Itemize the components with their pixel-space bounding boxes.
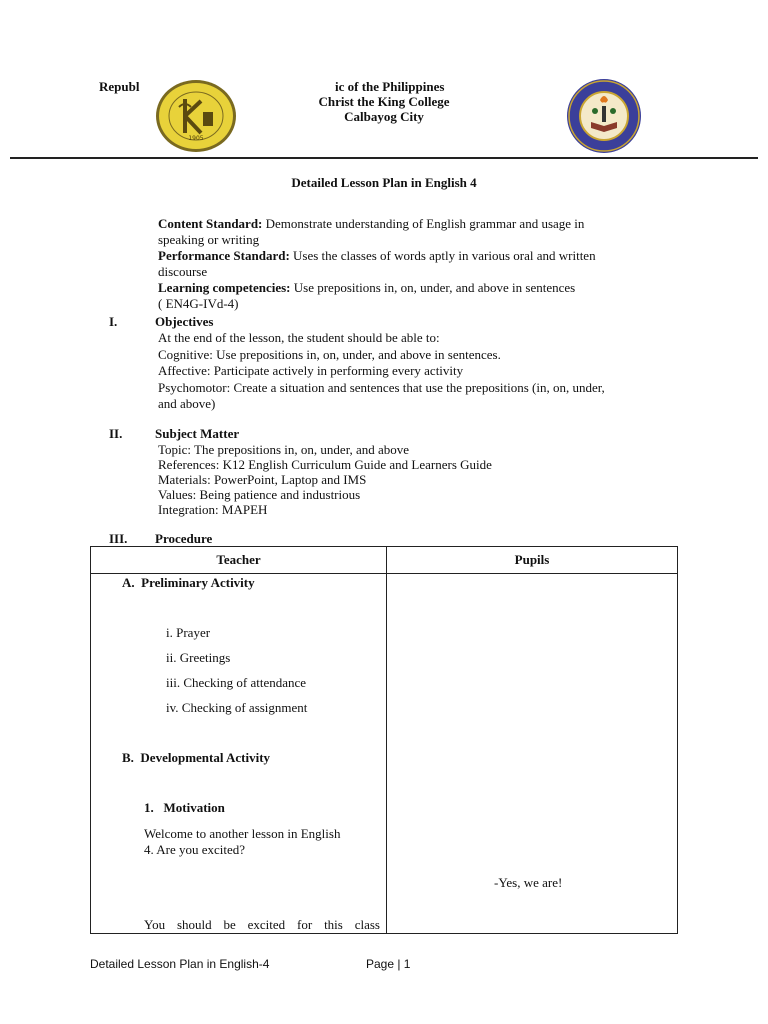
content-standard-label: Content Standard:	[158, 216, 263, 231]
subject-matter-line: Integration: MAPEH	[158, 502, 268, 517]
header-city: Calbayog City	[344, 109, 424, 124]
teacher-column-header: Teacher	[91, 547, 387, 574]
header-republic-right: ic of the Philippines	[335, 79, 445, 94]
document-title: Detailed Lesson Plan in English 4	[291, 175, 477, 190]
subject-matter-line: References: K12 English Curriculum Guide and Learners Guide	[158, 457, 492, 472]
header-college-name: Christ the King College	[318, 94, 450, 109]
pupils-cell	[387, 574, 678, 934]
competency-text-cont: ( EN4G-IVd-4)	[158, 296, 239, 311]
procedure-heading: Procedure	[155, 531, 213, 546]
teacher-welcome-text: Welcome to another lesson in English 4. Are you excited?	[144, 826, 341, 857]
pupils-column-header: Pupils	[387, 547, 678, 574]
college-seal-left-logo	[155, 79, 237, 153]
content-standard-text: Demonstrate understanding of English grammar and usage in	[262, 216, 585, 231]
header-divider	[10, 157, 758, 159]
objectives-number: I.	[109, 314, 118, 329]
subject-matter-list	[158, 442, 678, 517]
subject-matter-heading: Subject Matter	[155, 426, 240, 441]
performance-standard-label: Performance Standard:	[158, 248, 290, 263]
objectives-line: Psychomotor: Create a situation and sentences that use the prepositions (in, on, under,	[158, 379, 605, 395]
performance-standard-text: Uses the classes of words aptly in various oral and written	[289, 248, 596, 263]
subject-matter-line: Materials: PowerPoint, Laptop and IMS	[158, 472, 367, 487]
competency-label: Learning competencies:	[158, 280, 291, 295]
greetings-item: ii. Greetings	[166, 650, 231, 665]
developmental-activity-label: B. Developmental Activity	[122, 750, 271, 765]
footer-document-name: Detailed Lesson Plan in English-4	[90, 957, 270, 971]
performance-standard-text-cont: discourse	[158, 264, 208, 279]
motivation-label: 1. Motivation	[144, 800, 225, 815]
pupil-reply: -Yes, we are!	[494, 875, 563, 890]
prayer-item: i. Prayer	[166, 625, 211, 640]
college-seal-right-logo	[565, 78, 643, 154]
svg-text:1905: 1905	[188, 135, 204, 142]
subject-matter-number: II.	[109, 426, 123, 441]
objectives-line: At the end of the lesson, the student should be able to:	[158, 330, 440, 345]
attendance-item: iii. Checking of attendance	[166, 675, 307, 690]
subject-matter-line: Values: Being patience and industrious	[158, 487, 361, 502]
footer-page-number: Page | 1	[366, 957, 411, 971]
content-standard-text-cont: speaking or writing	[158, 232, 260, 247]
objectives-heading: Objectives	[155, 314, 214, 329]
objectives-line: and above)	[158, 396, 216, 411]
standards-block	[158, 216, 678, 312]
assignment-item: iv. Checking of assignment	[166, 700, 308, 715]
teacher-cell	[91, 574, 387, 934]
objectives-list	[158, 330, 678, 413]
procedure-number: III.	[109, 531, 128, 546]
preliminary-activity-label: A. Preliminary Activity	[122, 575, 255, 590]
objectives-line: Affective: Participate actively in performing every activity	[158, 363, 464, 378]
subject-matter-line: Topic: The prepositions in, on, under, and above	[158, 442, 410, 457]
competency-text: Use prepositions in, on, under, and above in sentences	[290, 280, 576, 295]
teacher-excited-text: You should be excited for this class	[144, 917, 380, 932]
objectives-line: Cognitive: Use prepositions in, on, under, and above in sentences.	[158, 346, 501, 362]
header-republic-left: Republ	[99, 79, 140, 94]
procedure-table	[90, 546, 678, 934]
